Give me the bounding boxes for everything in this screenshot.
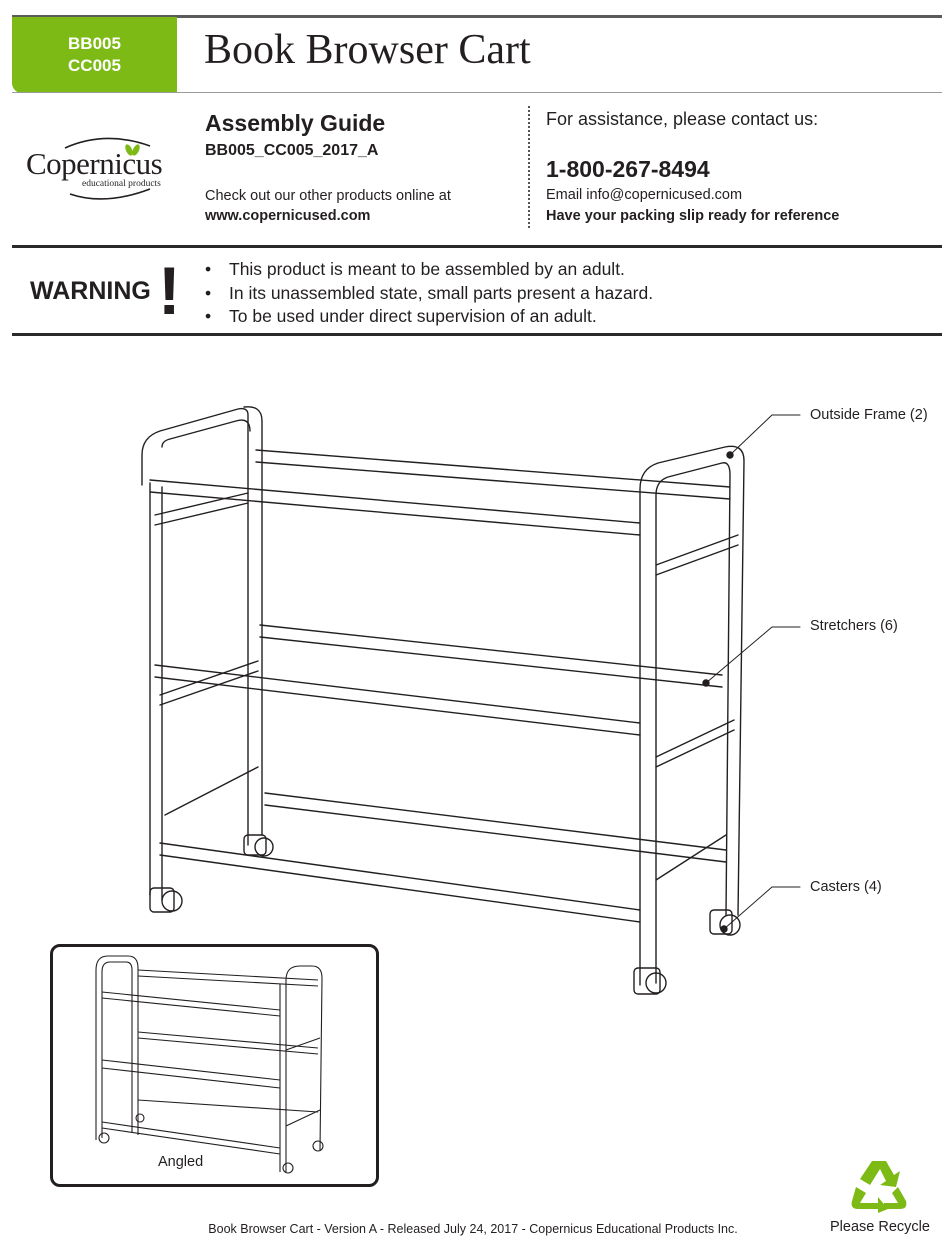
contact-divider <box>528 106 530 228</box>
warning-list <box>205 258 653 329</box>
recycle-label: Please Recycle <box>830 1219 930 1235</box>
brand-logo-text: Copernicus <box>26 146 163 181</box>
product-code-2: CC005 <box>68 56 121 75</box>
callout-outside-frame: Outside Frame (2) <box>810 407 928 423</box>
recycle-icon <box>850 1157 908 1213</box>
assembly-guide-heading: Assembly Guide <box>205 110 386 136</box>
page-title: Book Browser Cart <box>204 27 531 73</box>
product-code-badge <box>12 17 177 93</box>
footer-text: Book Browser Cart - Version A - Released July 24, 2017 - Copernicus Educational Products Inc. <box>208 1222 738 1236</box>
brand-logo-subtitle: educational products <box>82 179 161 189</box>
inset-label: Angled <box>158 1154 204 1170</box>
callout-casters: Casters (4) <box>810 879 882 895</box>
warning-label: WARNING <box>30 277 151 305</box>
cart-illustration <box>0 395 950 1005</box>
warning-item: • In its unassembled state, small parts present a hazard. <box>205 282 653 306</box>
warning-item: • To be used under direct supervision of an adult. <box>205 305 653 329</box>
exclamation-icon: ! <box>158 253 181 329</box>
header-divider <box>12 92 942 93</box>
other-products-text: Check out our other products online at <box>205 188 451 204</box>
phone-number: 1-800-267-8494 <box>546 156 710 182</box>
warning-top-rule <box>12 245 942 248</box>
contact-email: Email info@copernicused.com <box>546 187 743 203</box>
angled-cart-illustration <box>90 950 330 1180</box>
website-link[interactable]: www.copernicused.com <box>205 208 371 224</box>
warning-bottom-rule <box>12 333 942 336</box>
warning-item: • This product is meant to be assembled by an adult. <box>205 258 653 282</box>
product-code-1: BB005 <box>68 34 121 53</box>
callout-stretchers: Stretchers (6) <box>810 618 898 634</box>
packing-slip-note: Have your packing slip ready for reference <box>546 208 840 224</box>
guide-code: BB005_CC005_2017_A <box>205 142 379 159</box>
assistance-heading: For assistance, please contact us: <box>546 109 819 129</box>
